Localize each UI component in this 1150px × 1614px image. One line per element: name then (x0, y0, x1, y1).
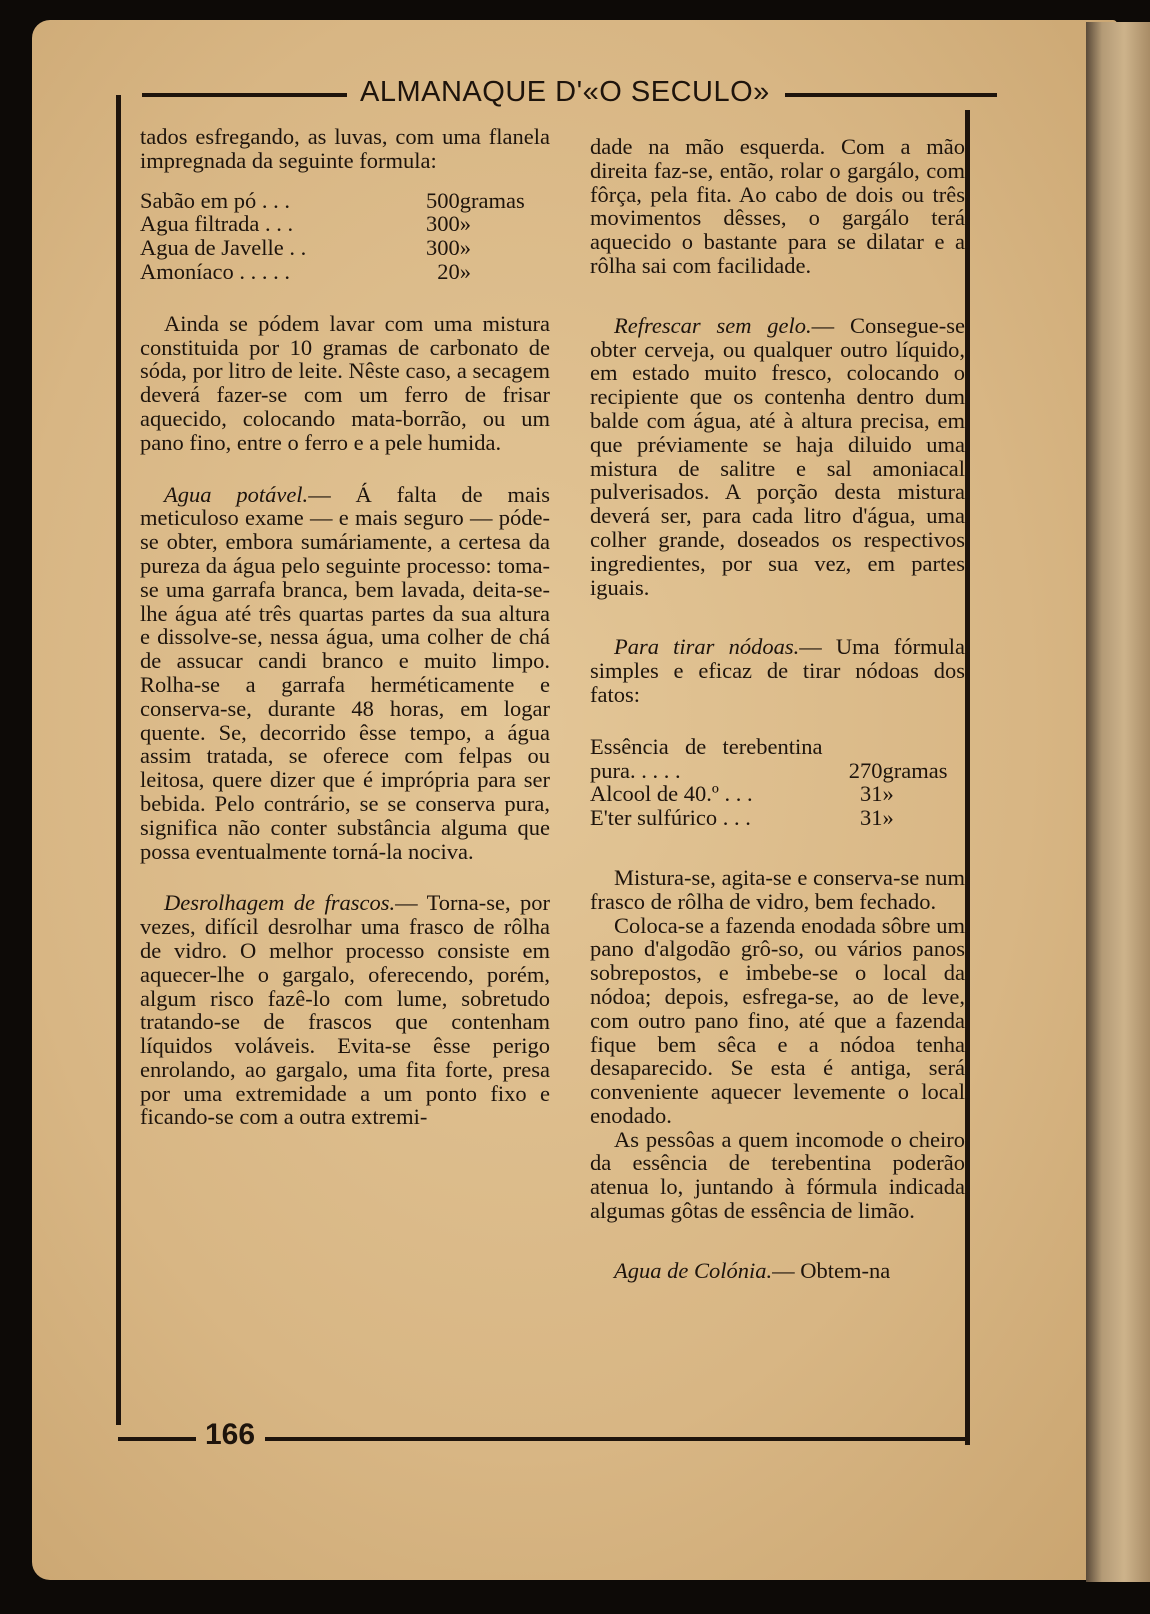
recipe-quantity: 31 (860, 781, 883, 807)
recipe-unit: » (882, 805, 894, 831)
desrolhagem-continuation: dade na mão esquerda. Com a mão direita faz-se, então, rolar o gargálo, com fôrça, pela fita. Ao cabo de dois ou três movimentos dêsses, o gargálo terá aquecido o bastante para se dilatar e a rôlha sai com facilidade. (590, 134, 965, 278)
page-number: 166 (205, 1418, 256, 1451)
recipe-row (590, 782, 965, 806)
milk-paragraph: Ainda se pódem lavar com uma mistura constituida por 10 gramas de carbonato de sóda, por litro de leite. Nêste caso, a secagem deverá fazer-se com um ferro de frisar aquecido, colocando mata-borrão, ou um pano fino, entre o ferro e a pele humida. (140, 310, 550, 455)
section-text: — Uma fórmula simples e eficaz de tirar nódoas dos fatos: (590, 634, 965, 707)
recipe-ingredient: Amoníaco . . . . . (140, 258, 290, 284)
recipe-row (140, 212, 550, 236)
mix-paragraph: Mistura-se, agita-se e conserva-se num frasco de rôlha de vidro, bem fechado. (590, 864, 965, 914)
frame-rule-left (116, 95, 121, 1425)
recipe-ingredient: Agua de Javelle . . (140, 235, 307, 261)
section-title: Para tirar nódoas. (614, 634, 800, 660)
book-spine (1086, 22, 1150, 1582)
recipe-row (590, 735, 965, 783)
refrescar-paragraph (590, 314, 965, 600)
recipe-unit: » (459, 258, 472, 284)
recipe-ingredient: Alcool de 40.º . . . (590, 781, 753, 807)
recipe-row (590, 806, 965, 830)
section-text: — Á falta de mais meticuloso exame — e mais seguro — póde-se obter, embora sumáriamente, a certesa da pureza da água pelo seguinte processo: toma-se uma garrafa branca, bem lavada, deita-se-lhe água até três quartas partes da sua altura e dissolve-se, nessa água, uma colher de chá de assucar candi branco e muito limpo. Rolha-se a garrafa herméticamente e conserva-se, durante 48 horas, em logar quente. Se, decorrido êsse tempo, a água assim tratada, se oferece com felpas ou leitosa, quere dizer que é imprópria para ser bebida. Pelo contrário, se se conserva pura, significa não conter substância alguma que possa eventualmente torná-la nociva. (140, 481, 550, 864)
agua-colonia-paragraph (590, 1259, 965, 1283)
recipe-quantity: 300 (426, 211, 460, 237)
stain-recipe-table (590, 735, 965, 830)
footer-rule-left (118, 1437, 196, 1441)
section-text: — Torna-se, por vezes, difícil desrolhar uma frasco de rôlha de vidro. O melhor processo consiste em aquecer-lhe o gargalo, oferecendo, porém, algum risco fazê-lo com lume, sobretudo tratando-se de frascos que contenham líquidos voláveis. Evita-se êsse perigo enrolando, ao gargalo, uma fita forte, presa por uma extremidade a um ponto fixo e ficando-se com a outra extremi- (140, 890, 550, 1130)
section-title: Agua potável. (164, 481, 309, 507)
recipe-unit: » (459, 211, 472, 237)
section-text: — Consegue-se obter cerveja, ou qualquer outro líquido, em estado muito fresco, colocando o recipiente que os contenha dentro dum balde com água, até à altura precisa, em que préviamente se haja diluido uma mistura de salitre e sal amoniacal pulverisados. A porção desta mistura deverá ser, para cada litro d'água, uma colher grande, doseados os respectivos ingredientes, por sua vez, em partes iguais. (590, 312, 965, 600)
recipe-unit: » (882, 781, 894, 807)
recipe-unit: gramas (882, 757, 948, 783)
pessoas-paragraph: As pessôas a quem incomode o cheiro da essência de terebentina poderão atenua lo, juntando à fórmula indicada algumas gôtas de essência de limão. (590, 1126, 965, 1224)
agua-potavel-paragraph (140, 483, 550, 864)
recipe-ingredient: Sabão em pó . . . (140, 187, 290, 213)
nodoas-paragraph (590, 635, 965, 706)
running-header: ALMANAQUE D'«O SECULO» (360, 76, 770, 108)
recipe-quantity: 20 (437, 258, 460, 284)
recipe-unit: » (459, 235, 472, 261)
recipe-ingredient: Essência de terebentina pura. . . . . (590, 733, 823, 783)
section-text: — Obtem-na (772, 1257, 891, 1283)
recipe-ingredient: Agua filtrada . . . (140, 211, 294, 237)
recipe-quantity: 300 (426, 235, 460, 261)
recipe-row (140, 260, 550, 284)
recipe-quantity: 270 (848, 757, 883, 783)
recipe-row (140, 236, 550, 260)
recipe-quantity: 31 (860, 805, 883, 831)
soap-recipe-table (140, 189, 550, 284)
left-column (140, 125, 550, 1129)
desrolhagem-paragraph (140, 891, 550, 1129)
right-column (590, 135, 965, 1283)
header-rule-left (142, 93, 347, 97)
recipe-row (140, 189, 550, 213)
recipe-quantity: 500 (426, 187, 460, 213)
header-rule-right (785, 93, 997, 97)
section-title: Desrolhagem de frascos. (164, 890, 396, 916)
coloca-paragraph: Coloca-se a fazenda enodada sôbre um pano d'algodão grô-so, ou vários panos sobrepostos, e imbebe-se o local da nódoa; depois, esfrega-se, ao de leve, com outro pano fino, até que a fazenda fique bem sêca e a nódoa tenha desaparecido. Se esta é antiga, será conveniente aquecer levemente o local enodado. (590, 912, 965, 1128)
section-title: Refrescar sem gelo. (614, 312, 812, 338)
section-title: Agua de Colónia. (614, 1257, 773, 1283)
recipe-ingredient: E'ter sulfúrico . . . (590, 805, 751, 831)
intro-paragraph: tados esfregando, as luvas, com uma flanela impregnada da seguinte formula: (140, 124, 550, 173)
footer-rule-right (265, 1437, 970, 1441)
frame-rule-right (965, 110, 970, 1445)
recipe-unit: gramas (459, 187, 525, 213)
